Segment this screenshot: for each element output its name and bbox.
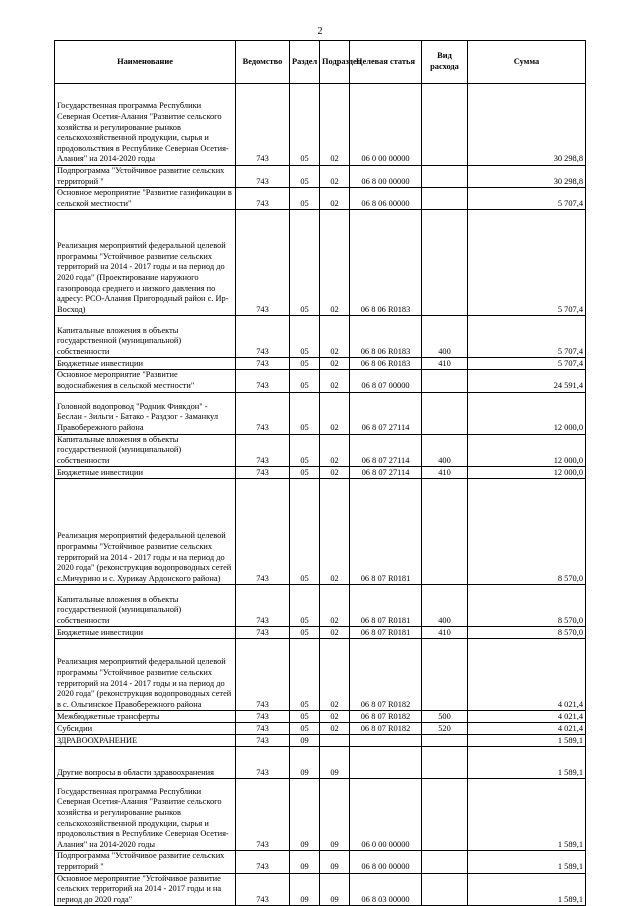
row-name: Бюджетные инвестиции: [55, 627, 236, 639]
row-section: 09: [290, 779, 320, 851]
row-department: 743: [236, 434, 290, 467]
row-department: 743: [236, 188, 290, 210]
table-row: [55, 639, 586, 711]
row-expense-type: 400: [422, 585, 468, 627]
row-expense-type: [422, 639, 468, 711]
table-row: [55, 779, 586, 851]
row-expense-type: [422, 210, 468, 316]
row-department: 743: [236, 747, 290, 779]
row-subsection: 02: [320, 210, 350, 316]
row-target-article: 06 8 03 00000: [350, 873, 422, 906]
header-subsection: Подраздел: [320, 41, 350, 84]
row-sum: 5 707,4: [468, 188, 586, 210]
row-sum: 1 589,1: [468, 851, 586, 873]
row-expense-type: 410: [422, 358, 468, 370]
table-row: [55, 188, 586, 210]
row-expense-type: [422, 166, 468, 188]
table-row: [55, 84, 586, 166]
row-department: 743: [236, 639, 290, 711]
row-name: Капитальные вложения в объекты государственной (муниципальной) собственности: [55, 434, 236, 467]
table-row: [55, 358, 586, 370]
row-expense-type: 410: [422, 467, 468, 479]
row-target-article: 06 8 07 27114: [350, 467, 422, 479]
table-row: [55, 747, 586, 779]
row-department: 743: [236, 467, 290, 479]
row-section: 05: [290, 639, 320, 711]
row-expense-type: [422, 851, 468, 873]
row-department: 743: [236, 723, 290, 735]
table-row: [55, 723, 586, 735]
row-sum: 4 021,4: [468, 639, 586, 711]
row-sum: 4 021,4: [468, 711, 586, 723]
row-section: 05: [290, 210, 320, 316]
table-header-row: [55, 41, 586, 84]
row-target-article: 06 8 07 R0181: [350, 479, 422, 585]
row-expense-type: 400: [422, 316, 468, 358]
row-name: Бюджетные инвестиции: [55, 358, 236, 370]
row-name: Капитальные вложения в объекты государственной (муниципальной) собственности: [55, 585, 236, 627]
row-expense-type: [422, 188, 468, 210]
row-target-article: 06 8 00 00000: [350, 851, 422, 873]
row-name: Государственная программа Республики Северная Осетия-Алания "Развитие сельского хозяйства и регулирование рынков сельскохозяйственной продукции, сырья и продовольствия в Республике Северная Осетия-Алания" на 2014-2020 годы: [55, 779, 236, 851]
row-target-article: 06 8 06 R0183: [350, 316, 422, 358]
row-sum: 5 707,4: [468, 210, 586, 316]
table-row: [55, 479, 586, 585]
row-sum: 8 570,0: [468, 585, 586, 627]
row-sum: 12 000,0: [468, 434, 586, 467]
row-name: Подпрограмма "Устойчивое развитие сельских территорий ": [55, 166, 236, 188]
row-section: 05: [290, 711, 320, 723]
row-name: Основное мероприятие "Развитие водоснабжения в сельской местности": [55, 370, 236, 392]
row-expense-type: [422, 779, 468, 851]
header-department: Ведомство: [236, 41, 290, 84]
row-section: 05: [290, 166, 320, 188]
row-department: 743: [236, 873, 290, 906]
row-target-article: 06 8 06 00000: [350, 188, 422, 210]
row-section: 09: [290, 747, 320, 779]
row-subsection: 02: [320, 358, 350, 370]
row-section: 05: [290, 188, 320, 210]
row-subsection: 02: [320, 166, 350, 188]
row-department: 743: [236, 316, 290, 358]
row-target-article: [350, 735, 422, 747]
row-subsection: 02: [320, 585, 350, 627]
budget-table: [54, 40, 586, 906]
row-section: 05: [290, 316, 320, 358]
row-target-article: 06 8 07 00000: [350, 370, 422, 392]
row-department: 743: [236, 479, 290, 585]
row-expense-type: [422, 479, 468, 585]
row-department: 743: [236, 210, 290, 316]
row-name: Другие вопросы в области здравоохранения: [55, 747, 236, 779]
row-section: 09: [290, 851, 320, 873]
table-row: [55, 210, 586, 316]
table-row: [55, 711, 586, 723]
row-department: 743: [236, 166, 290, 188]
row-target-article: 06 8 00 00000: [350, 166, 422, 188]
row-section: 09: [290, 873, 320, 906]
row-subsection: 02: [320, 188, 350, 210]
table-row: [55, 434, 586, 467]
row-name: ЗДРАВООХРАНЕНИЕ: [55, 735, 236, 747]
row-section: 05: [290, 358, 320, 370]
table-row: [55, 851, 586, 873]
header-expense-type: Вид расхода: [422, 41, 468, 84]
row-name: Реализация мероприятий федеральной целевой программы "Устойчивое развитие сельских территорий на 2014 - 2017 годы и на период до 2020 года" (реконструкция водопроводных сетей в с. Ольгинское Правобережного района: [55, 639, 236, 711]
row-sum: 8 570,0: [468, 479, 586, 585]
row-section: 05: [290, 723, 320, 735]
row-department: 743: [236, 851, 290, 873]
row-subsection: 02: [320, 434, 350, 467]
row-department: 743: [236, 585, 290, 627]
header-target-article: Целевая статья: [350, 41, 422, 84]
row-department: 743: [236, 627, 290, 639]
row-name: Основное мероприятие "Развитие газификации в сельской местности": [55, 188, 236, 210]
row-expense-type: 410: [422, 627, 468, 639]
row-expense-type: 400: [422, 434, 468, 467]
row-target-article: 06 0 00 00000: [350, 84, 422, 166]
row-target-article: 06 0 00 00000: [350, 779, 422, 851]
row-subsection: 09: [320, 851, 350, 873]
row-target-article: [350, 747, 422, 779]
row-expense-type: [422, 747, 468, 779]
table-row: [55, 627, 586, 639]
row-sum: 4 021,4: [468, 723, 586, 735]
row-department: 743: [236, 358, 290, 370]
row-section: 05: [290, 392, 320, 434]
row-name: Реализация мероприятий федеральной целевой программы "Устойчивое развитие сельских территорий на 2014 - 2017 годы и на период до 2020 года" (Проектирование наружного газопровода среднего и низкого давления по адресу: РСО-Алания Пригородный район с. Ир-Восход): [55, 210, 236, 316]
row-section: 05: [290, 434, 320, 467]
row-sum: 1 589,1: [468, 779, 586, 851]
row-target-article: 06 8 07 R0181: [350, 627, 422, 639]
row-sum: 5 707,4: [468, 358, 586, 370]
row-section: 05: [290, 84, 320, 166]
row-sum: 8 570,0: [468, 627, 586, 639]
row-target-article: 06 8 07 R0182: [350, 711, 422, 723]
row-expense-type: [422, 735, 468, 747]
row-department: 743: [236, 84, 290, 166]
row-department: 743: [236, 735, 290, 747]
row-sum: 1 589,1: [468, 873, 586, 906]
table-row: [55, 467, 586, 479]
row-sum: 5 707,4: [468, 316, 586, 358]
header-name: Наименование: [55, 41, 236, 84]
row-sum: 12 000,0: [468, 467, 586, 479]
row-subsection: 02: [320, 627, 350, 639]
row-section: 05: [290, 627, 320, 639]
row-subsection: 02: [320, 370, 350, 392]
row-sum: 1 589,1: [468, 735, 586, 747]
row-target-article: 06 8 06 R0183: [350, 210, 422, 316]
row-name: Основное мероприятие "Устойчивое развитие сельских территорий на 2014 - 2017 годы и на период до 2020 года": [55, 873, 236, 906]
row-name: Межбюджетные трансферты: [55, 711, 236, 723]
row-target-article: 06 8 07 27114: [350, 434, 422, 467]
row-department: 743: [236, 711, 290, 723]
row-subsection: [320, 735, 350, 747]
row-sum: 1 589,1: [468, 747, 586, 779]
row-expense-type: [422, 370, 468, 392]
row-expense-type: 500: [422, 711, 468, 723]
row-section: 05: [290, 479, 320, 585]
table-row: [55, 370, 586, 392]
table-row: [55, 735, 586, 747]
row-expense-type: 520: [422, 723, 468, 735]
table-row: [55, 585, 586, 627]
row-target-article: 06 8 07 R0182: [350, 639, 422, 711]
row-subsection: 09: [320, 747, 350, 779]
table-row: [55, 316, 586, 358]
row-sum: 24 591,4: [468, 370, 586, 392]
row-subsection: 02: [320, 316, 350, 358]
table-row: [55, 873, 586, 906]
row-name: Субсидии: [55, 723, 236, 735]
row-subsection: 02: [320, 84, 350, 166]
row-target-article: 06 8 06 R0183: [350, 358, 422, 370]
row-name: Капитальные вложения в объекты государственной (муниципальной) собственности: [55, 316, 236, 358]
row-department: 743: [236, 392, 290, 434]
row-section: 09: [290, 735, 320, 747]
header-section: Раздел: [290, 41, 320, 84]
row-target-article: 06 8 07 27114: [350, 392, 422, 434]
row-expense-type: [422, 873, 468, 906]
row-name: Подпрограмма "Устойчивое развитие сельских территорий ": [55, 851, 236, 873]
row-expense-type: [422, 84, 468, 166]
row-subsection: 02: [320, 467, 350, 479]
table-row: [55, 392, 586, 434]
row-sum: 30 298,8: [468, 166, 586, 188]
table-row: [55, 166, 586, 188]
row-section: 05: [290, 585, 320, 627]
row-department: 743: [236, 779, 290, 851]
row-name: Государственная программа Республики Северная Осетия-Алания "Развитие сельского хозяйства и регулирование рынков сельскохозяйственной продукции, сырья и продовольствия в Республике Северная Осетия-Алания" на 2014-2020 годы: [55, 84, 236, 166]
row-sum: 12 000,0: [468, 392, 586, 434]
row-target-article: 06 8 07 R0182: [350, 723, 422, 735]
row-name: Реализация мероприятий федеральной целевой программы "Устойчивое развитие сельских территорий на 2014 - 2017 годы и на период до 2020 года" (реконструкция водопроводных сетей с.Мичурино и с. Хурикау Ардонского района): [55, 479, 236, 585]
row-department: 743: [236, 370, 290, 392]
row-name: Бюджетные инвестиции: [55, 467, 236, 479]
row-name: Головной водопровод "Родник Фиякдон" - Беслан - Зильги - Батако - Раздзог - Заманкул Правобережного района: [55, 392, 236, 434]
row-target-article: 06 8 07 R0181: [350, 585, 422, 627]
row-subsection: 02: [320, 392, 350, 434]
row-subsection: 02: [320, 723, 350, 735]
header-sum: Сумма: [468, 41, 586, 84]
row-subsection: 02: [320, 479, 350, 585]
row-section: 05: [290, 370, 320, 392]
row-expense-type: [422, 392, 468, 434]
row-subsection: 02: [320, 639, 350, 711]
row-subsection: 09: [320, 873, 350, 906]
row-sum: 30 298,8: [468, 84, 586, 166]
page-number: 2: [317, 26, 323, 37]
row-subsection: 02: [320, 711, 350, 723]
row-section: 05: [290, 467, 320, 479]
row-subsection: 09: [320, 779, 350, 851]
